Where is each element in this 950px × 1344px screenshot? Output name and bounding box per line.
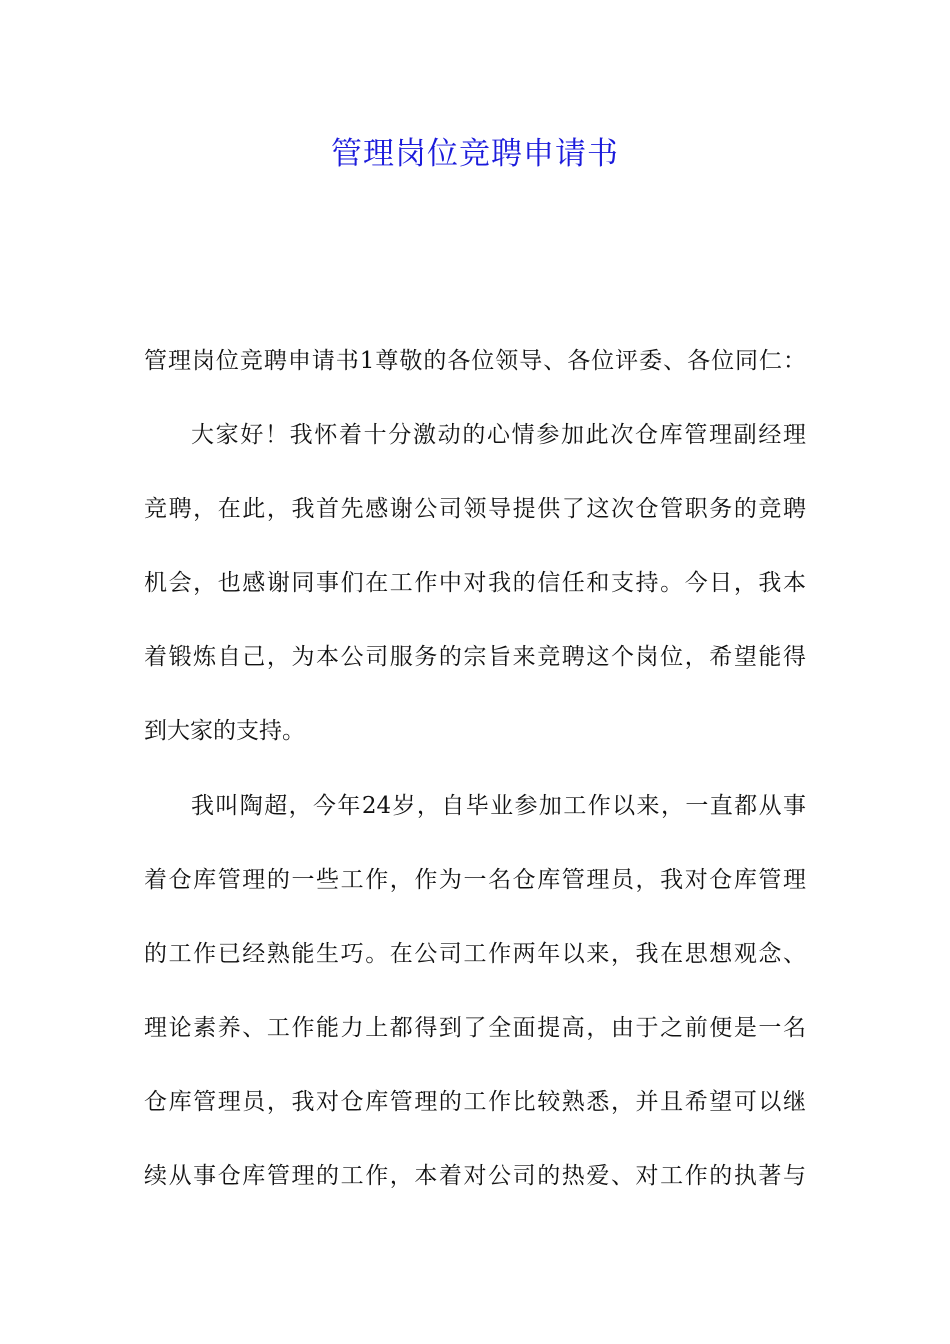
body-line-8: 着仓库管理的一些工作，作为一名仓库管理员，我对仓库管理	[144, 866, 806, 893]
body-line-9: 的工作已经熟能生巧。在公司工作两年以来，我在思想观念、	[144, 940, 806, 967]
body-line-5: 着锻炼自己，为本公司服务的宗旨来竞聘这个岗位，希望能得	[144, 644, 806, 671]
document-body	[144, 335, 806, 1224]
body-line-6: 到大家的支持。	[144, 718, 305, 745]
body-line-2: 大家好！我怀着十分激动的心情参加此次仓库管理副经理	[191, 422, 806, 449]
body-line-4: 机会，也感谢同事们在工作中对我的信任和支持。今日，我本	[144, 570, 806, 597]
body-line-11: 仓库管理员，我对仓库管理的工作比较熟悉，并且希望可以继	[144, 1088, 806, 1115]
body-line-3: 竞聘，在此，我首先感谢公司领导提供了这次仓管职务的竞聘	[144, 496, 806, 523]
body-line-10: 理论素养、工作能力上都得到了全面提高，由于之前便是一名	[144, 1014, 806, 1041]
document-title: 管理岗位竞聘申请书	[331, 136, 619, 172]
body-line-7: 我叫陶超，今年24岁，自毕业参加工作以来，一直都从事	[191, 792, 806, 819]
body-line-12: 续从事仓库管理的工作，本着对公司的热爱、对工作的执著与	[144, 1163, 806, 1190]
body-line-1: 管理岗位竞聘申请书1尊敬的各位领导、各位评委、各位同仁：	[144, 348, 806, 374]
